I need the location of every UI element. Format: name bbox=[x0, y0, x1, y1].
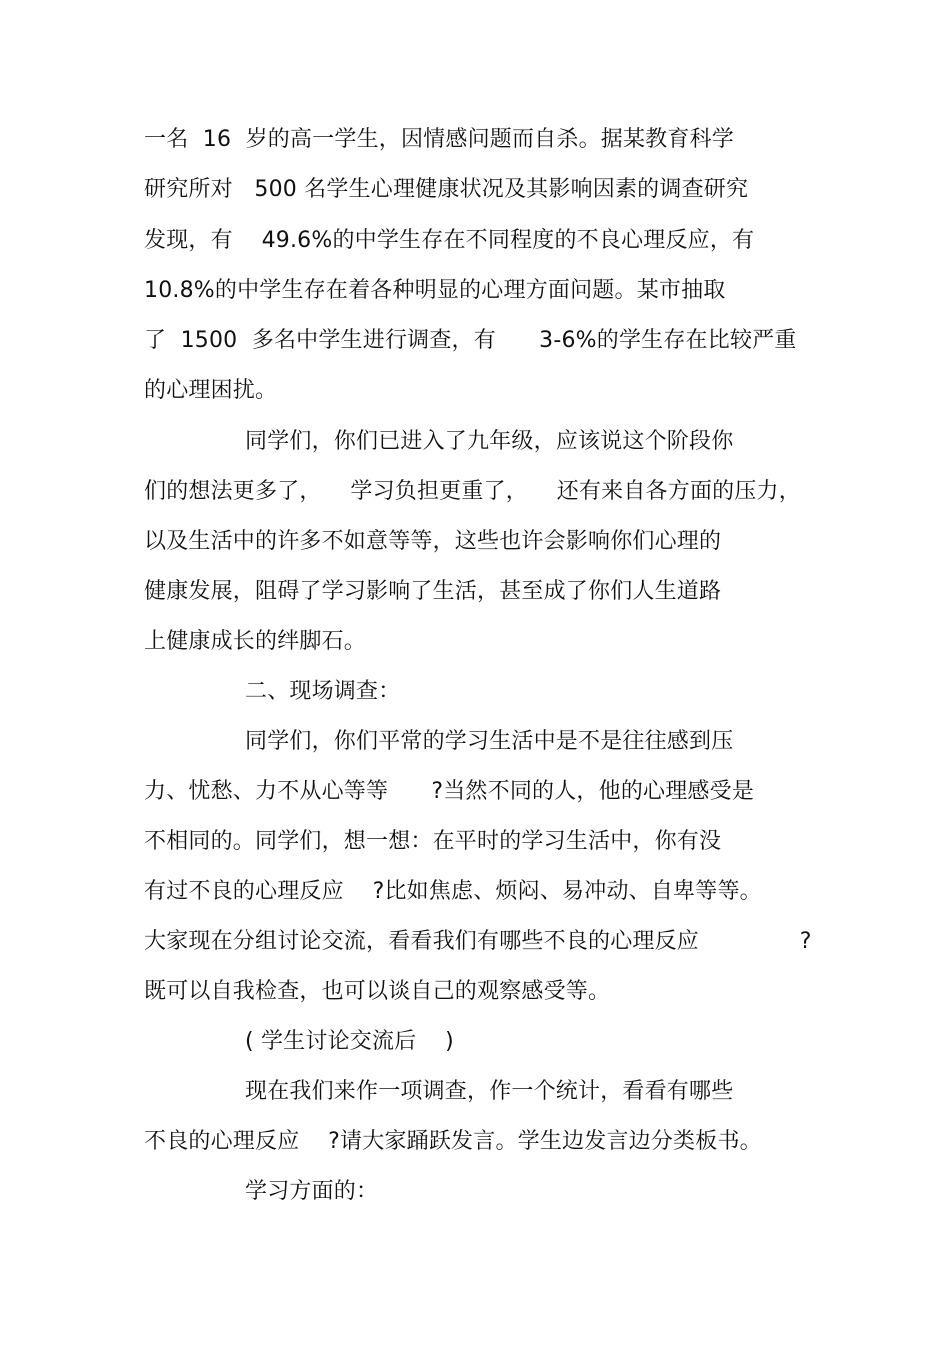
paragraph-line: ( 学生讨论交流后 ) bbox=[245, 1029, 454, 1054]
paragraph-line: 健康发展，阻碍了学习影响了生活，甚至成了你们人生道路 bbox=[144, 579, 722, 604]
paragraph-line: 发现，有 49.6%的中学生存在不同程度的不良心理反应，有 bbox=[144, 228, 755, 253]
paragraph-line: 大家现在分组讨论交流，看看我们有哪些不良的心理反应 ? bbox=[144, 929, 812, 954]
paragraph-line: 有过不良的心理反应 ?比如焦虑、烦闷、易冲动、自卑等等。 bbox=[144, 879, 762, 904]
paragraph-line: 研究所对 500 名学生心理健康状况及其影响因素的调查研究 bbox=[144, 177, 749, 202]
paragraph-line: 既可以自我检查，也可以谈自己的观察感受等。 bbox=[144, 979, 611, 1004]
paragraph-line: 以及生活中的许多不如意等等，这些也许会影响你们心理的 bbox=[144, 529, 722, 554]
paragraph-line: 现在我们来作一项调查，作一个统计，看看有哪些 bbox=[245, 1079, 734, 1104]
section-heading: 二、现场调查： bbox=[245, 679, 401, 704]
paragraph-line: 们的想法更多了， 学习负担更重了， 还有来自各方面的压力， bbox=[144, 479, 801, 504]
paragraph-line: 同学们，你们平常的学习生活中是不是往往感到压 bbox=[245, 729, 734, 754]
paragraph-line: 10.8%的中学生存在着各种明显的心理方面问题。某市抽取 bbox=[144, 278, 726, 303]
paragraph-line: 学习方面的： bbox=[245, 1179, 379, 1204]
paragraph-line: 力、忧愁、力不从心等等 ?当然不同的人，他的心理感受是 bbox=[144, 779, 755, 804]
paragraph-line: 一名 16 岁的高一学生，因情感问题而自杀。据某教育科学 bbox=[144, 127, 734, 152]
paragraph-line: 了 1500 多名中学生进行调查，有 3-6%的学生存在比较严重 bbox=[144, 328, 797, 353]
paragraph-line: 同学们，你们已进入了九年级，应该说这个阶段你 bbox=[245, 429, 734, 454]
paragraph-line: 不相同的。同学们，想一想：在平时的学习生活中，你有没 bbox=[144, 829, 722, 854]
paragraph-line: 的心理困扰。 bbox=[144, 378, 278, 403]
paragraph-line: 上健康成长的绊脚石。 bbox=[144, 629, 367, 654]
paragraph-line: 不良的心理反应 ?请大家踊跃发言。学生边发言边分类板书。 bbox=[144, 1129, 762, 1154]
